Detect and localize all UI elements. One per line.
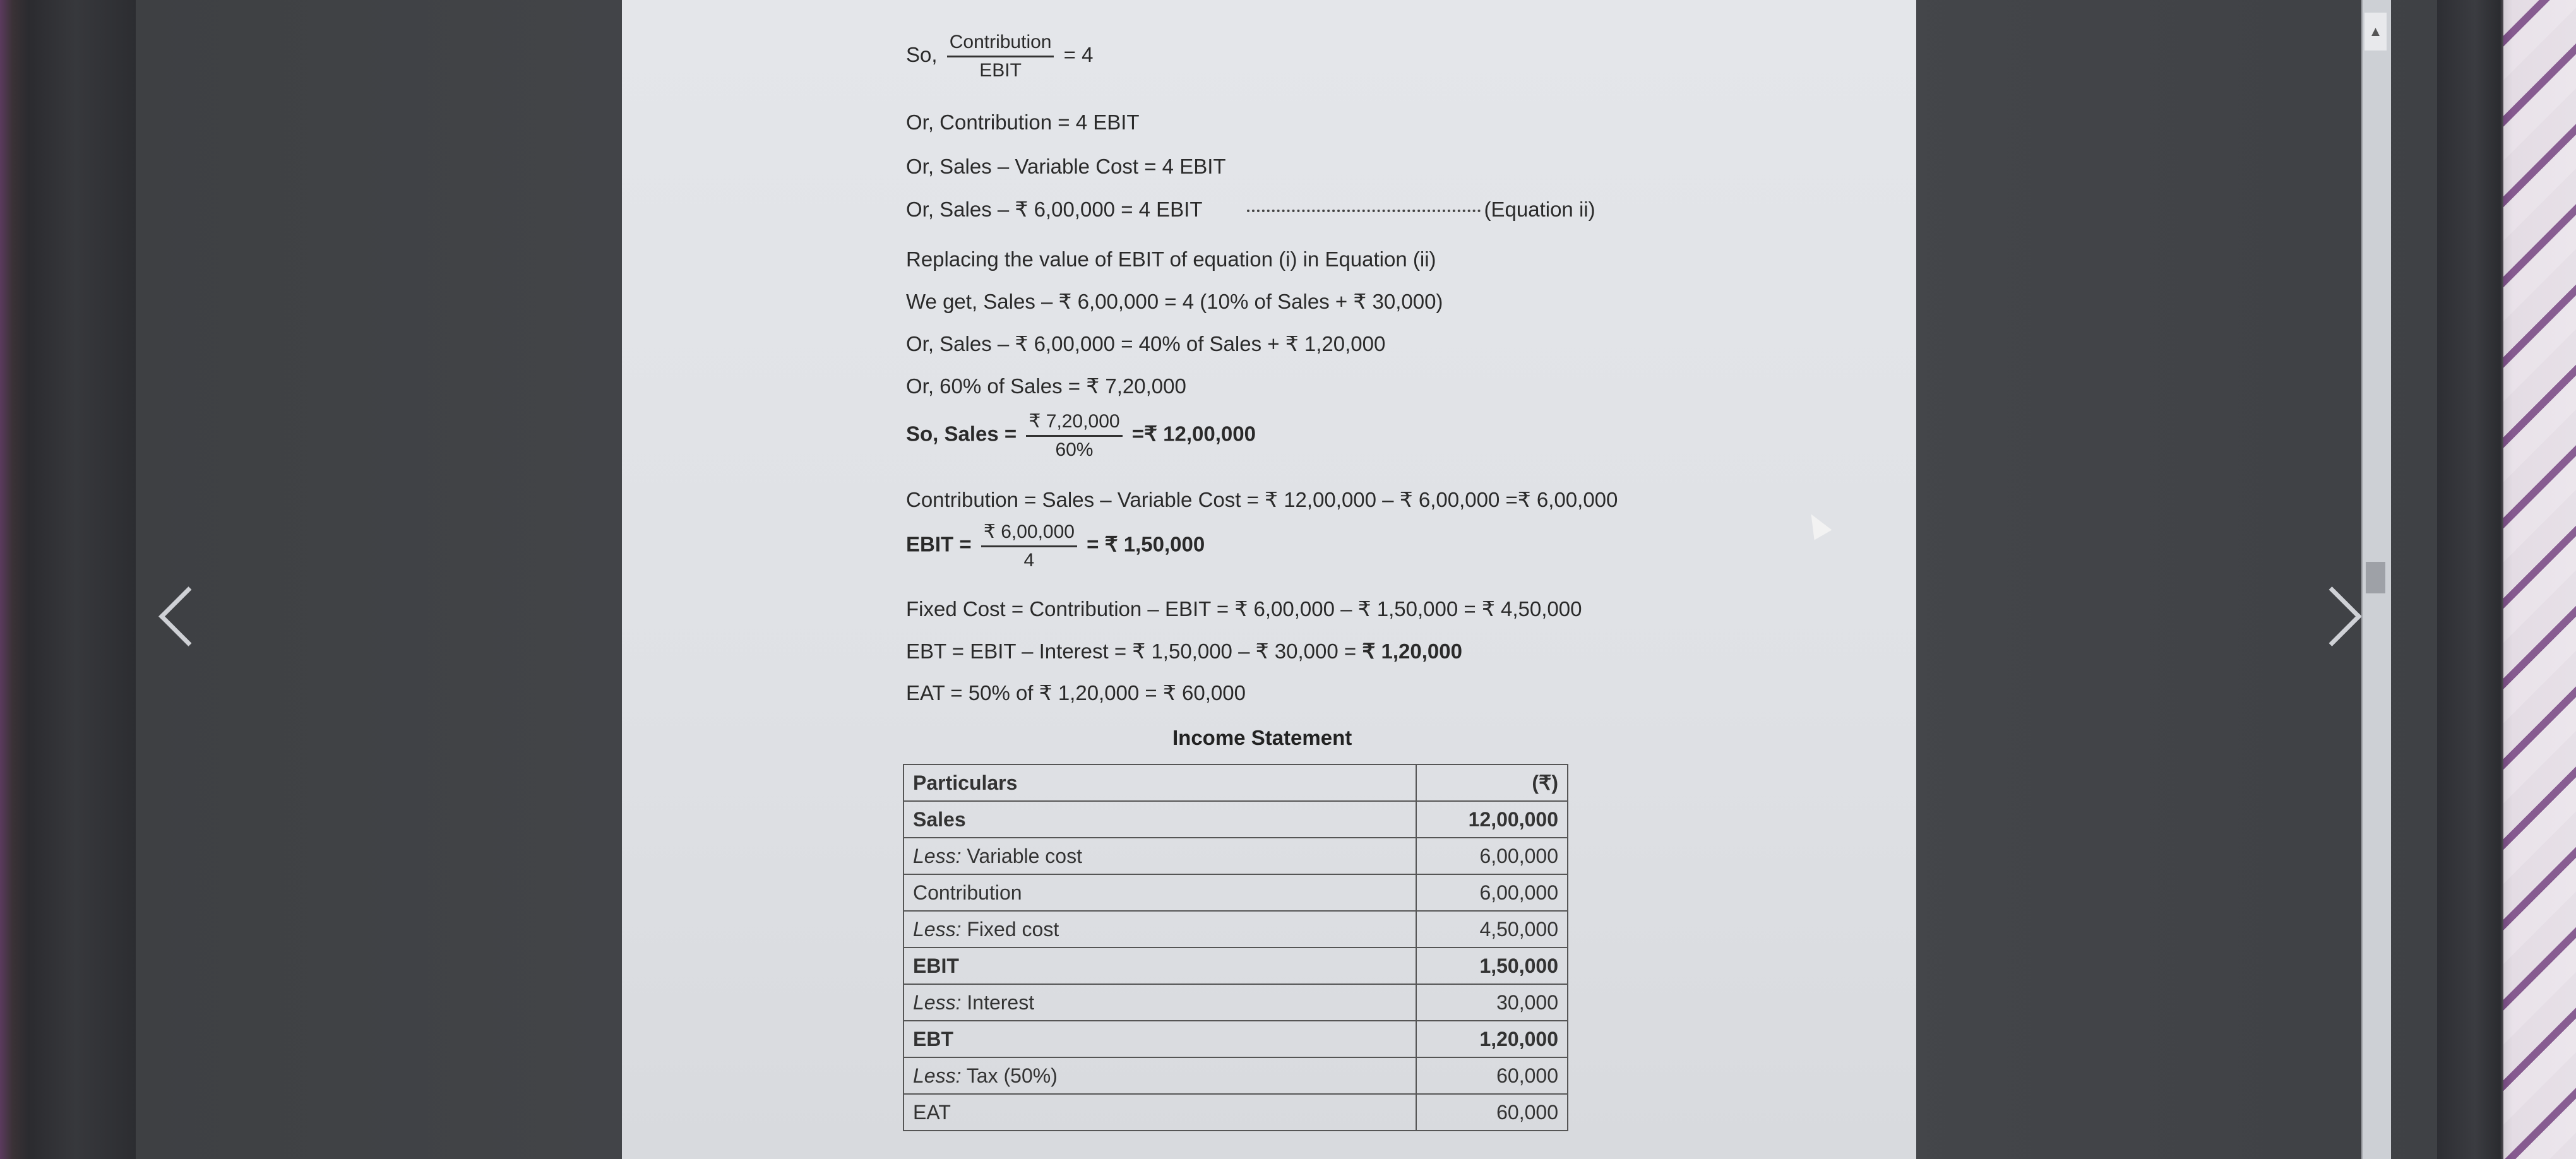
equation-ebt bbox=[906, 639, 1462, 663]
table-row bbox=[903, 948, 1568, 984]
particular-label: Variable cost bbox=[961, 844, 1082, 867]
equation-contribution-ratio bbox=[906, 32, 1093, 81]
ebt-result: ₹ 1,20,000 bbox=[1362, 639, 1462, 663]
cell-particular bbox=[903, 838, 1416, 874]
equation-line: Or, 60% of Sales = ₹ 7,20,000 bbox=[906, 374, 1186, 398]
cell-particular bbox=[903, 1057, 1416, 1094]
table-row bbox=[903, 1021, 1568, 1057]
scrollbar-thumb[interactable] bbox=[2366, 562, 2385, 593]
particular-label: Fixed cost bbox=[961, 917, 1059, 941]
table-row bbox=[903, 801, 1568, 838]
statement-title: Income Statement bbox=[1172, 726, 1352, 749]
income-statement-table bbox=[903, 764, 1568, 1131]
less-label: Less: bbox=[913, 990, 962, 1014]
cell-particular bbox=[903, 801, 1416, 838]
cell-amount: 60,000 bbox=[1416, 1094, 1568, 1131]
particular-label: Interest bbox=[961, 990, 1035, 1014]
text-ebit: EBIT = bbox=[906, 532, 972, 556]
text-so: So, bbox=[906, 43, 938, 67]
particular-label: Tax (50%) bbox=[961, 1064, 1058, 1087]
fraction-numerator: ₹ 6,00,000 bbox=[981, 521, 1077, 547]
cell-particular bbox=[903, 911, 1416, 948]
equation-line-ii bbox=[906, 197, 1595, 222]
equation-text: Or, Sales – ₹ 6,00,000 = 4 EBIT bbox=[906, 198, 1203, 221]
cell-particular bbox=[903, 984, 1416, 1021]
equation-ebit bbox=[906, 521, 1205, 571]
particular-label: Sales bbox=[913, 807, 966, 831]
fraction-numerator: Contribution bbox=[947, 32, 1054, 57]
cell-amount: 1,20,000 bbox=[1416, 1021, 1568, 1057]
background-fabric bbox=[2503, 0, 2576, 1159]
equation-line: Or, Sales – ₹ 6,00,000 = 40% of Sales + ₹ 1,20,000 bbox=[906, 332, 1386, 355]
column-header-particulars: Particulars bbox=[903, 764, 1416, 801]
scroll-up-button[interactable]: ▲ bbox=[2364, 13, 2387, 51]
table-row bbox=[903, 1057, 1568, 1094]
column-header-amount: (₹) bbox=[1416, 764, 1568, 801]
equation-line: Or, Sales – Variable Cost = 4 EBIT bbox=[906, 155, 1226, 178]
less-label: Less: bbox=[913, 1064, 962, 1087]
equation-text: EBT = EBIT – Interest = ₹ 1,50,000 – ₹ 30,000 = bbox=[906, 639, 1363, 663]
cell-particular bbox=[903, 874, 1416, 911]
cell-amount: 6,00,000 bbox=[1416, 838, 1568, 874]
equation-sales bbox=[906, 410, 1256, 461]
dotted-leader bbox=[1247, 210, 1481, 212]
fraction-contribution-ebit bbox=[947, 32, 1054, 81]
cell-particular bbox=[903, 948, 1416, 984]
cell-amount: 4,50,000 bbox=[1416, 911, 1568, 948]
equation-line: We get, Sales – ₹ 6,00,000 = 4 (10% of Sales + ₹ 30,000) bbox=[906, 290, 1443, 313]
ebit-result: = ₹ 1,50,000 bbox=[1087, 532, 1205, 556]
particular-label: Contribution bbox=[913, 881, 1022, 904]
table-row bbox=[903, 874, 1568, 911]
cell-amount: 60,000 bbox=[1416, 1057, 1568, 1094]
table-row bbox=[903, 1094, 1568, 1131]
fraction-denominator: EBIT bbox=[979, 60, 1022, 81]
cell-amount: 1,50,000 bbox=[1416, 948, 1568, 984]
fraction-ebit bbox=[981, 521, 1077, 571]
less-label: Less: bbox=[913, 844, 962, 867]
cell-amount: 30,000 bbox=[1416, 984, 1568, 1021]
monitor-bezel-left bbox=[0, 0, 136, 1159]
equation-line: Fixed Cost = Contribution – EBIT = ₹ 6,00,000 – ₹ 1,50,000 = ₹ 4,50,000 bbox=[906, 597, 1582, 621]
table-body bbox=[903, 801, 1568, 1131]
table-row bbox=[903, 984, 1568, 1021]
sales-result: =₹ 12,00,000 bbox=[1131, 422, 1256, 446]
fraction-numerator: ₹ 7,20,000 bbox=[1026, 410, 1122, 437]
table-header-row bbox=[903, 764, 1568, 801]
particular-label: EBIT bbox=[913, 954, 959, 977]
less-label: Less: bbox=[913, 917, 962, 941]
particular-label: EBT bbox=[913, 1027, 953, 1050]
text-so-sales: So, Sales = bbox=[906, 422, 1017, 446]
equation-reference: (Equation ii) bbox=[1484, 198, 1595, 221]
fraction-sales bbox=[1026, 410, 1122, 461]
fraction-denominator: 4 bbox=[1023, 550, 1035, 571]
cell-particular bbox=[903, 1094, 1416, 1131]
particular-label: EAT bbox=[913, 1100, 951, 1124]
cell-amount: 6,00,000 bbox=[1416, 874, 1568, 911]
fraction-denominator: 60% bbox=[1055, 439, 1094, 460]
cell-particular bbox=[903, 1021, 1416, 1057]
equation-line: Contribution = Sales – Variable Cost = ₹ 12,00,000 – ₹ 6,00,000 =₹ 6,00,000 bbox=[906, 488, 1618, 511]
cell-amount: 12,00,000 bbox=[1416, 801, 1568, 838]
equation-line: EAT = 50% of ₹ 1,20,000 = ₹ 60,000 bbox=[906, 681, 1246, 704]
table-row bbox=[903, 911, 1568, 948]
table-row bbox=[903, 838, 1568, 874]
equals-four: = 4 bbox=[1063, 43, 1094, 67]
equation-line: Replacing the value of EBIT of equation (i) in Equation (ii) bbox=[906, 247, 1436, 271]
equation-line: Or, Contribution = 4 EBIT bbox=[906, 110, 1140, 134]
